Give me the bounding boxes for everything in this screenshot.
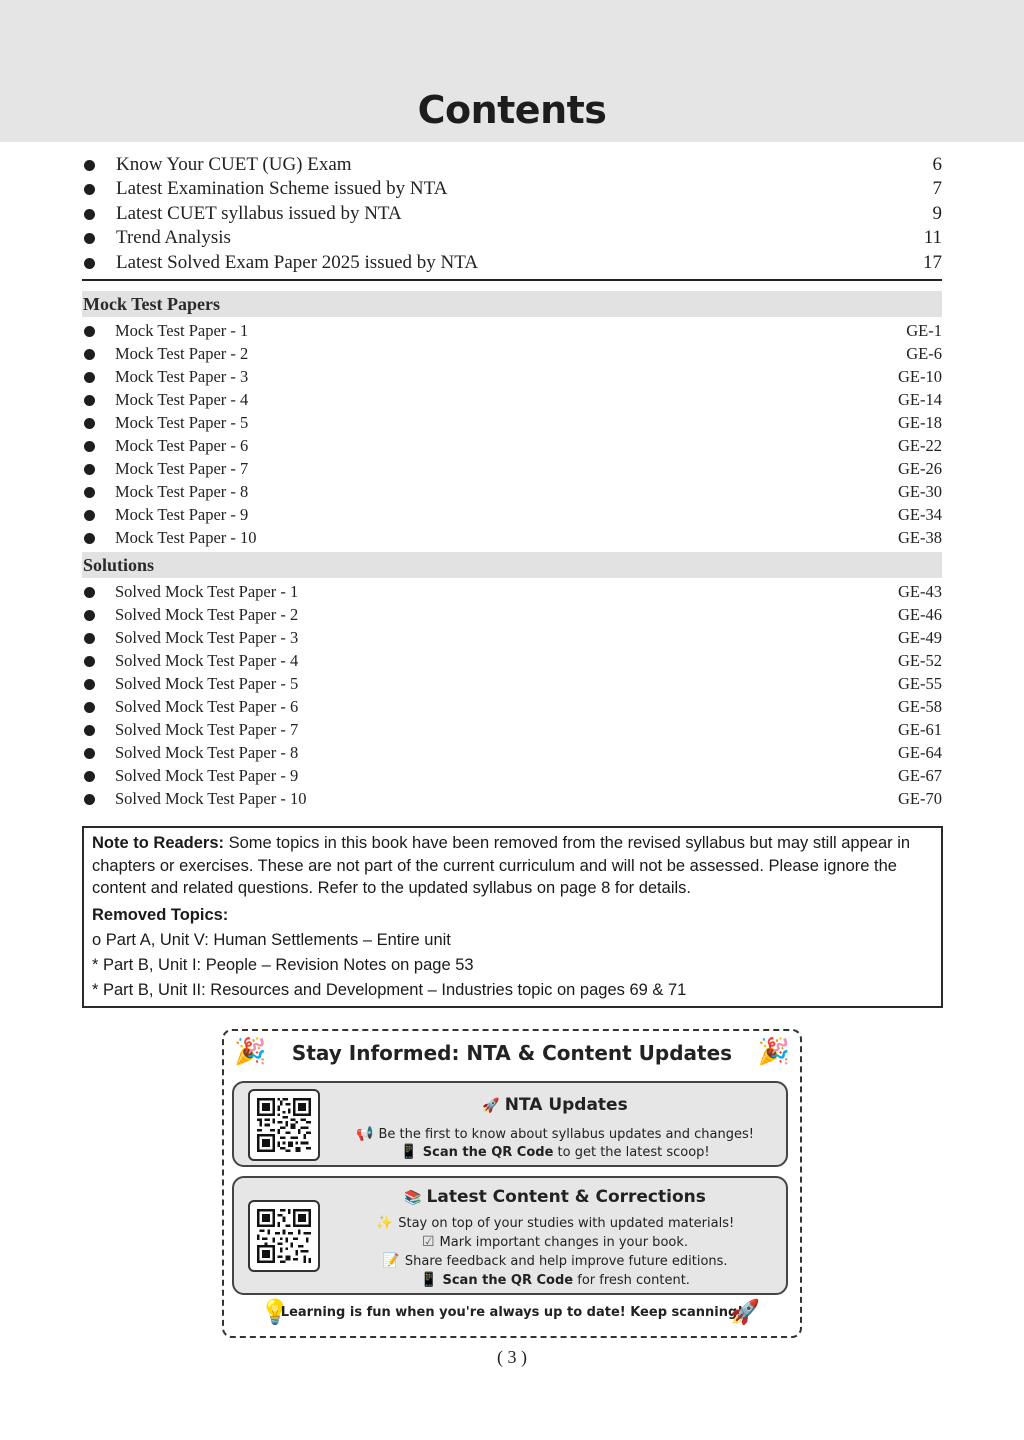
toc-item[interactable] xyxy=(82,742,942,764)
party-popper-icon: 🎉 xyxy=(757,1037,790,1067)
bullet-icon xyxy=(84,533,95,544)
bullet-icon xyxy=(84,633,95,644)
toc-item-label: Latest Solved Exam Paper 2025 issued by NTA xyxy=(116,252,479,273)
nta-scan-line xyxy=(324,1144,786,1160)
note-text: Some topics in this book have been removed from the revised syllabus but may still appear in chapters or exercises. These are not part of the current curriculum and will not be assessed. Please ignore the content and related questions. Refer to the updated syllabus on page 8 for details. xyxy=(92,834,911,897)
phone-icon: 📱 xyxy=(420,1272,438,1288)
bullet-icon xyxy=(84,209,95,220)
toc-item-page: 17 xyxy=(923,252,942,273)
bullet-icon xyxy=(84,587,95,598)
toc-item-label: Mock Test Paper - 4 xyxy=(115,390,249,409)
bullet-icon xyxy=(84,702,95,713)
toc-item[interactable] xyxy=(82,527,942,549)
toc-item[interactable] xyxy=(82,788,942,810)
content-corrections-heading xyxy=(324,1187,786,1207)
toc-item[interactable] xyxy=(82,627,942,649)
books-icon: 📚 xyxy=(404,1190,422,1206)
page-title: Contents xyxy=(417,88,607,132)
toc-item-label: Mock Test Paper - 8 xyxy=(115,482,249,501)
removed-topic-item: o Part A, Unit V: Human Settlements – Entire unit xyxy=(92,931,451,949)
bullet-icon xyxy=(84,418,95,429)
section-heading-mock-tests: Mock Test Papers xyxy=(82,291,942,317)
toc-item-page: GE-14 xyxy=(898,390,942,409)
content-line xyxy=(324,1253,786,1269)
toc-item-page: GE-26 xyxy=(898,459,942,478)
note-to-readers-box xyxy=(82,826,943,1008)
toc-item-label: Solved Mock Test Paper - 7 xyxy=(115,720,299,739)
toc-item[interactable] xyxy=(82,435,942,457)
phone-icon: 📱 xyxy=(400,1144,418,1160)
qr-code-icon[interactable] xyxy=(248,1200,320,1272)
page-number: ( 3 ) xyxy=(497,1347,527,1367)
toc-item[interactable] xyxy=(82,673,942,695)
rocket-icon: 🚀 xyxy=(730,1298,760,1326)
rocket-icon: 🚀 xyxy=(482,1098,500,1114)
nta-updates-line xyxy=(324,1126,786,1142)
bullet-icon xyxy=(84,656,95,667)
toc-item[interactable] xyxy=(82,366,942,388)
toc-item-label: Mock Test Paper - 2 xyxy=(115,344,249,363)
bullet-icon xyxy=(84,326,95,337)
toc-item-page: GE-1 xyxy=(906,321,942,340)
content-scan-line xyxy=(324,1272,786,1288)
note-label: Note to Readers: xyxy=(92,834,225,852)
nta-updates-heading xyxy=(324,1095,786,1115)
toc-item-label: Solved Mock Test Paper - 8 xyxy=(115,743,299,762)
toc-item[interactable] xyxy=(82,650,942,672)
toc-item-page: GE-10 xyxy=(898,367,942,386)
party-popper-icon: 🎉 xyxy=(234,1037,267,1067)
toc-item-page: GE-30 xyxy=(898,482,942,501)
toc-item-label: Solved Mock Test Paper - 5 xyxy=(115,674,299,693)
bullet-icon xyxy=(84,510,95,521)
bullet-icon xyxy=(84,725,95,736)
megaphone-icon: 📢 xyxy=(356,1126,374,1142)
toc-item-page: GE-58 xyxy=(898,697,942,716)
toc-item-label: Latest CUET syllabus issued by NTA xyxy=(116,203,402,224)
bullet-icon xyxy=(84,160,95,171)
nta-line-text: Be the first to know about syllabus updates and changes! xyxy=(378,1127,754,1142)
toc-item-page: GE-52 xyxy=(898,651,942,670)
toc-item-label: Mock Test Paper - 7 xyxy=(115,459,249,478)
toc-item[interactable] xyxy=(82,765,942,787)
content-line-text: Share feedback and help improve future editions. xyxy=(404,1254,728,1269)
toc-item-label: Mock Test Paper - 10 xyxy=(115,528,257,547)
content-line-text: Mark important changes in your book. xyxy=(439,1235,689,1250)
toc-item-label: Solved Mock Test Paper - 6 xyxy=(115,697,299,716)
content-corrections-panel xyxy=(232,1176,788,1295)
updates-card-title: Stay Informed: NTA & Content Updates xyxy=(291,1041,733,1065)
updates-card xyxy=(222,1029,802,1338)
toc-item[interactable] xyxy=(82,504,942,526)
toc-item-page: GE-70 xyxy=(898,789,942,808)
toc-item-page: GE-61 xyxy=(898,720,942,739)
lightbulb-icon: 💡 xyxy=(260,1298,290,1326)
toc-item[interactable] xyxy=(82,412,942,434)
bullet-icon xyxy=(84,441,95,452)
toc-item[interactable] xyxy=(82,458,942,480)
toc-item-label: Latest Examination Scheme issued by NTA xyxy=(116,178,448,199)
content-line-text: Stay on top of your studies with updated materials! xyxy=(398,1216,735,1231)
bullet-icon xyxy=(84,395,95,406)
removed-topic-item: * Part B, Unit I: People – Revision Notes on page 53 xyxy=(92,956,474,974)
toc-item-label: Mock Test Paper - 9 xyxy=(115,505,249,524)
toc-item-page: 7 xyxy=(932,178,942,199)
divider xyxy=(82,279,942,281)
note-paragraph xyxy=(92,832,933,900)
removed-topics-heading: Removed Topics: xyxy=(92,905,229,924)
toc-item-page: GE-6 xyxy=(906,344,942,363)
toc-item-page: GE-49 xyxy=(898,628,942,647)
sparkles-icon: ✨ xyxy=(375,1215,394,1231)
content-line xyxy=(324,1234,786,1250)
toc-item-label: Know Your CUET (UG) Exam xyxy=(116,154,352,175)
toc-item[interactable] xyxy=(82,389,942,411)
toc-item-page: GE-34 xyxy=(898,505,942,524)
toc-item-label: Trend Analysis xyxy=(116,227,231,248)
toc-item-page: 11 xyxy=(923,227,942,248)
bullet-icon xyxy=(84,610,95,621)
toc-item[interactable] xyxy=(82,719,942,741)
toc-item-page: GE-43 xyxy=(898,582,942,601)
removed-topic-item: * Part B, Unit II: Resources and Development – Industries topic on pages 69 & 71 xyxy=(92,981,687,999)
toc-item-label: Solved Mock Test Paper - 10 xyxy=(115,789,307,808)
content-line xyxy=(324,1215,786,1231)
toc-item-page: GE-38 xyxy=(898,528,942,547)
toc-item-label: Solved Mock Test Paper - 1 xyxy=(115,582,299,601)
scan-rest-text: for fresh content. xyxy=(577,1273,690,1288)
toc-item-label: Solved Mock Test Paper - 4 xyxy=(115,651,299,670)
toc-item-page: GE-22 xyxy=(898,436,942,455)
content-corrections-heading-text: Latest Content & Corrections xyxy=(426,1187,706,1207)
toc-item-label: Mock Test Paper - 3 xyxy=(115,367,249,386)
toc-item-label: Solved Mock Test Paper - 2 xyxy=(115,605,299,624)
bullet-icon xyxy=(84,184,95,195)
toc-item[interactable] xyxy=(82,696,942,718)
nta-updates-heading-text: NTA Updates xyxy=(504,1095,628,1115)
toc-item-label: Mock Test Paper - 1 xyxy=(115,321,249,340)
bullet-icon xyxy=(84,794,95,805)
bullet-icon xyxy=(84,349,95,360)
toc-item-label: Mock Test Paper - 6 xyxy=(115,436,249,455)
toc-item[interactable] xyxy=(82,226,942,250)
toc-item-page: 6 xyxy=(932,154,942,175)
qr-code-icon[interactable] xyxy=(248,1089,320,1161)
toc-item[interactable] xyxy=(82,202,942,226)
bullet-icon xyxy=(84,748,95,759)
toc-item[interactable] xyxy=(82,177,942,201)
updates-footer-tip: Learning is fun when you're always up to date! Keep scanning! xyxy=(280,1305,744,1320)
toc-item-page: GE-46 xyxy=(898,605,942,624)
toc-item[interactable] xyxy=(82,320,942,342)
bullet-icon xyxy=(84,258,95,269)
bullet-icon xyxy=(84,464,95,475)
toc-item-label: Mock Test Paper - 5 xyxy=(115,413,249,432)
bullet-icon xyxy=(84,487,95,498)
toc-item-label: Solved Mock Test Paper - 3 xyxy=(115,628,299,647)
bullet-icon xyxy=(84,679,95,690)
toc-item[interactable] xyxy=(82,153,942,177)
bullet-icon xyxy=(84,771,95,782)
toc-item[interactable] xyxy=(82,581,942,603)
toc-item-page: 9 xyxy=(932,203,942,224)
toc-item-page: GE-67 xyxy=(898,766,942,785)
toc-item-page: GE-18 xyxy=(898,413,942,432)
nta-updates-panel xyxy=(232,1081,788,1167)
toc-item[interactable] xyxy=(82,251,942,275)
toc-item-label: Solved Mock Test Paper - 9 xyxy=(115,766,299,785)
memo-icon: 📝 xyxy=(382,1253,400,1269)
scan-bold-text: Scan the QR Code xyxy=(442,1273,574,1288)
scan-rest-text: to get the latest scoop! xyxy=(557,1145,710,1160)
toc-item[interactable] xyxy=(82,481,942,503)
checkbox-icon: ☑ xyxy=(421,1234,435,1250)
toc-item-page: GE-55 xyxy=(898,674,942,693)
bullet-icon xyxy=(84,233,95,244)
toc-item[interactable] xyxy=(82,343,942,365)
toc-item[interactable] xyxy=(82,604,942,626)
scan-bold-text: Scan the QR Code xyxy=(422,1145,554,1160)
toc-item-page: GE-64 xyxy=(898,743,942,762)
bullet-icon xyxy=(84,372,95,383)
section-heading-solutions: Solutions xyxy=(82,552,942,578)
